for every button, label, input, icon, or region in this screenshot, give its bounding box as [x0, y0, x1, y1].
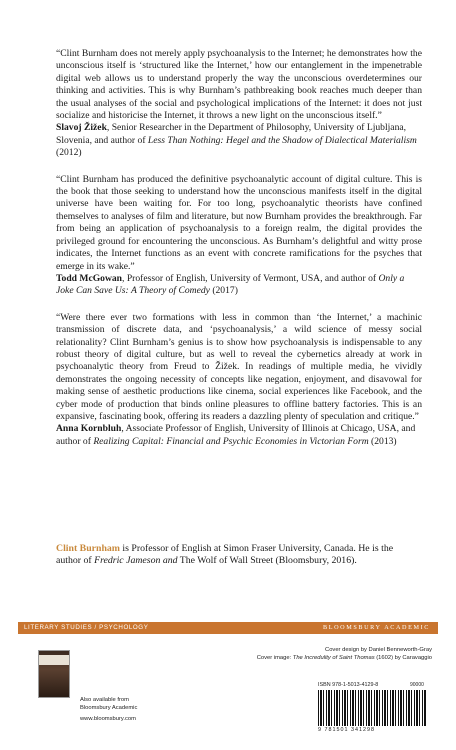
also-available: [80, 696, 137, 712]
quote-book: Less Than Nothing: Hegel and the Shadow of Dialectical Materialism: [147, 134, 417, 146]
quote-text: “Were there ever two formations with less in common than ‘the Internet,’ a machinic transmission of discrete data, and ‘psychoanalysis,’ a wild science of messy social relationality? Clint Burnham’s genius is to show how psychoanalysis is indispensable to any robust theory of digital culture, but as well to reveal the cybernetics already at work in psychoanalytic theory from Freud to Žižek. In readings of multiple media, he vividly demonstrates the ongoing necessity of concepts like negation, enjoyment, and disavowal for making sense of aesthetic productions like cinema, social experiences like Facebook, and the cyber mode of production that binds online pleasures to offline battery factories. This is an expansive, fascinating book, offering its readers a dazzling plenty of speculation and critique.”: [56, 311, 422, 422]
publisher-website: www.bloomsbury.com: [80, 716, 136, 722]
barcode: [318, 690, 426, 726]
author-bio: [56, 543, 416, 568]
bio-book: Fredric Jameson and: [94, 555, 178, 567]
quote-author: Slavoj Žižek: [56, 122, 107, 134]
quote-year: (2012): [56, 147, 82, 159]
barcode-number: 9 781501 341298: [318, 727, 375, 733]
price-code: 90000: [410, 682, 424, 688]
quote-year: (2017): [209, 285, 238, 297]
quote-affiliation: , Senior Researcher in the Department of Philosophy, University of Ljubljana, Slovenia, and author of: [56, 122, 407, 146]
isbn: ISBN 978-1-5013-4129-8: [318, 682, 379, 688]
endorsement-1: [56, 48, 422, 160]
cover-image-credit: [257, 654, 432, 662]
quote-affiliation: , Professor of English, University of Vermont, USA, and author of: [122, 272, 379, 284]
cover-image-title: The Incredulity of Saint Thomas: [292, 655, 375, 661]
quote-book: Only a Joke Can Save Us: A Theory of Comedy: [56, 272, 405, 297]
endorsement-2: [56, 174, 422, 298]
also-line-2: Bloomsbury Academic: [80, 705, 138, 711]
cover-credits: [257, 646, 432, 662]
quote-author: Anna Kornbluh: [56, 423, 122, 435]
footer-details: [18, 634, 438, 742]
quote-attribution: [56, 273, 422, 298]
publisher-name: BLOOMSBURY ACADEMIC: [322, 624, 430, 631]
category-band: [18, 622, 438, 634]
bio-text-2: The Wolf of Wall Street (Bloomsbury, 2016).: [177, 555, 357, 567]
related-book-thumbnail: [38, 650, 70, 698]
quote-attribution: [56, 423, 422, 448]
quote-text: “Clint Burnham has produced the definitive psychoanalytic account of digital culture. This is the book that those seeking to understand how the unconscious manifests itself in the digital universe have been waiting for. For too long, psychoanalytic theorists have confined themselves to analyses of film and literature, but now Burnham provides the breakthrough. Far from being an application of psychoanalysis to a foreign realm, the digital provides the privileged ground for encountering the unconscious. As Burnham’s delightful and witty prose indicates, the Internet functions as an event with concrete ramifications for the psyches that emerge in its wake.”: [56, 173, 422, 272]
cover-image-suffix: (1602) by Caravaggio: [374, 655, 432, 661]
quote-affiliation: , Associate Professor of English, University of Illinois at Chicago, USA, and author of: [56, 423, 416, 447]
bio-author-name: Clint Burnham: [56, 542, 120, 554]
quote-attribution: [56, 122, 422, 159]
cover-design-credit: Cover design by Daniel Benneworth-Gray: [325, 647, 432, 653]
endorsement-3: [56, 312, 422, 448]
quote-year: (2013): [368, 435, 397, 447]
quote-text: “Clint Burnham does not merely apply psychoanalysis to the Internet; he demonstrates how the unconscious itself is ‘structured like the Internet,’ how our entanglement in the impenetrable digital web allows us to understand properly the way the unconscious overdetermines our thinking and activities. This is why Burnham’s pathbreaking book reaches much deeper than the usual analyses of the social and psychological implications of the Internet: it does not just socialize and historicise the Internet, it throws a new light on the unconscious itself.”: [56, 48, 422, 122]
quote-book: Realizing Capital: Financial and Psychic Economies in Victorian Form: [93, 435, 369, 447]
also-line-1: Also available from: [80, 697, 129, 703]
bio-text: is Professor of English at Simon Fraser University, Canada. He is the author of: [56, 542, 394, 567]
quote-author: Todd McGowan: [56, 272, 123, 284]
cover-footer: [0, 622, 456, 750]
cover-image-prefix: Cover image:: [256, 655, 293, 661]
subject-category: LITERARY STUDIES / PSYCHOLOGY: [24, 624, 149, 631]
endorsements: [56, 48, 422, 448]
